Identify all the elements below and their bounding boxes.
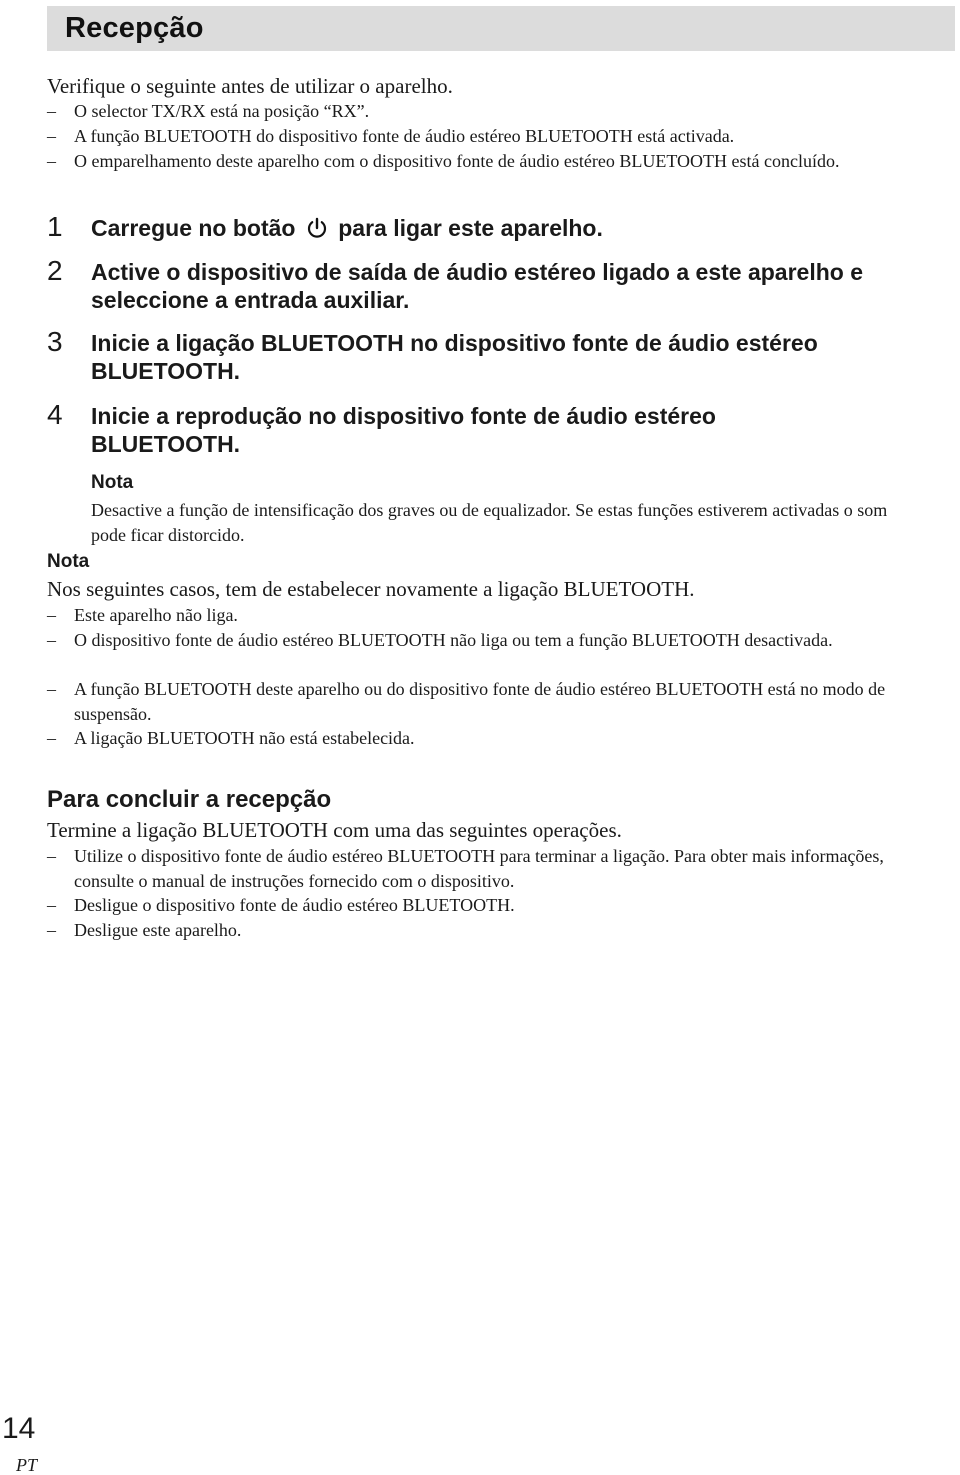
dash-bullet: – bbox=[47, 126, 56, 146]
dash-bullet: – bbox=[47, 679, 56, 699]
dash-bullet: – bbox=[47, 895, 56, 915]
power-icon bbox=[306, 217, 328, 239]
step-text: Inicie a ligação BLUETOOTH no dispositivo fonte de áudio estéreo BLUETOOTH. bbox=[91, 330, 818, 384]
list-item-text: A função BLUETOOTH deste aparelho ou do dispositivo fonte de áudio estéreo BLUETOOTH está no modo de suspensão. bbox=[74, 679, 886, 724]
step-text: Active o dispositivo de saída de áudio estéreo ligado a este aparelho e seleccione a entrada auxiliar. bbox=[91, 259, 864, 313]
conclude-heading: Para concluir a recepção bbox=[47, 786, 332, 813]
step-number: 3 bbox=[47, 326, 63, 357]
section-banner bbox=[47, 6, 955, 51]
list-item-text: O emparelhamento deste aparelho com o dispositivo fonte de áudio estéreo BLUETOOTH está concluído. bbox=[74, 151, 840, 171]
note-intro: Nos seguintes casos, tem de estabelecer novamente a ligação BLUETOOTH. bbox=[47, 577, 695, 601]
list-item-text: O dispositivo fonte de áudio estéreo BLUETOOTH não liga ou tem a função BLUETOOTH desactivada. bbox=[74, 630, 833, 650]
step-note-text: Desactive a função de intensificação dos graves ou de equalizador. Se estas funções estiverem activadas o som pode ficar distorcido. bbox=[91, 500, 888, 545]
dash-bullet: – bbox=[47, 728, 56, 748]
list-item-text: A ligação BLUETOOTH não está estabelecida. bbox=[74, 728, 415, 748]
page-language-code: PT bbox=[16, 1455, 38, 1475]
dash-bullet: – bbox=[47, 101, 56, 121]
step-text-before: Carregue no botão bbox=[91, 215, 296, 241]
dash-bullet: – bbox=[47, 920, 56, 940]
dash-bullet: – bbox=[47, 630, 56, 650]
step-number: 4 bbox=[47, 399, 63, 430]
page-number: 14 bbox=[2, 1412, 36, 1445]
step-text: Inicie a reprodução no dispositivo fonte de áudio estéreo BLUETOOTH. bbox=[91, 403, 716, 457]
step-number: 1 bbox=[47, 211, 63, 242]
list-item-text: O selector TX/RX está na posição “RX”. bbox=[74, 101, 370, 121]
list-item-text: Desligue este aparelho. bbox=[74, 920, 242, 940]
dash-bullet: – bbox=[47, 151, 56, 171]
page-title: Recepção bbox=[65, 12, 204, 44]
dash-bullet: – bbox=[47, 846, 56, 866]
step-number: 2 bbox=[47, 255, 63, 286]
step-text-after: para ligar este aparelho. bbox=[338, 215, 603, 241]
step-text bbox=[91, 214, 951, 242]
list-item-text: Desligue o dispositivo fonte de áudio estéreo BLUETOOTH. bbox=[74, 895, 515, 915]
note-label: Nota bbox=[47, 551, 90, 572]
list-item-text: A função BLUETOOTH do dispositivo fonte de áudio estéreo BLUETOOTH está activada. bbox=[74, 126, 735, 146]
intro-text: Verifique o seguinte antes de utilizar o aparelho. bbox=[47, 74, 453, 98]
list-item-text: Utilize o dispositivo fonte de áudio estéreo BLUETOOTH para terminar a ligação. Para obter mais informações, consulte o manual de instruções fornecido com o dispositivo. bbox=[74, 846, 884, 891]
step-note-label: Nota bbox=[91, 472, 134, 493]
dash-bullet: – bbox=[47, 605, 56, 625]
list-item-text: Este aparelho não liga. bbox=[74, 605, 238, 625]
conclude-intro: Termine a ligação BLUETOOTH com uma das seguintes operações. bbox=[47, 818, 622, 842]
